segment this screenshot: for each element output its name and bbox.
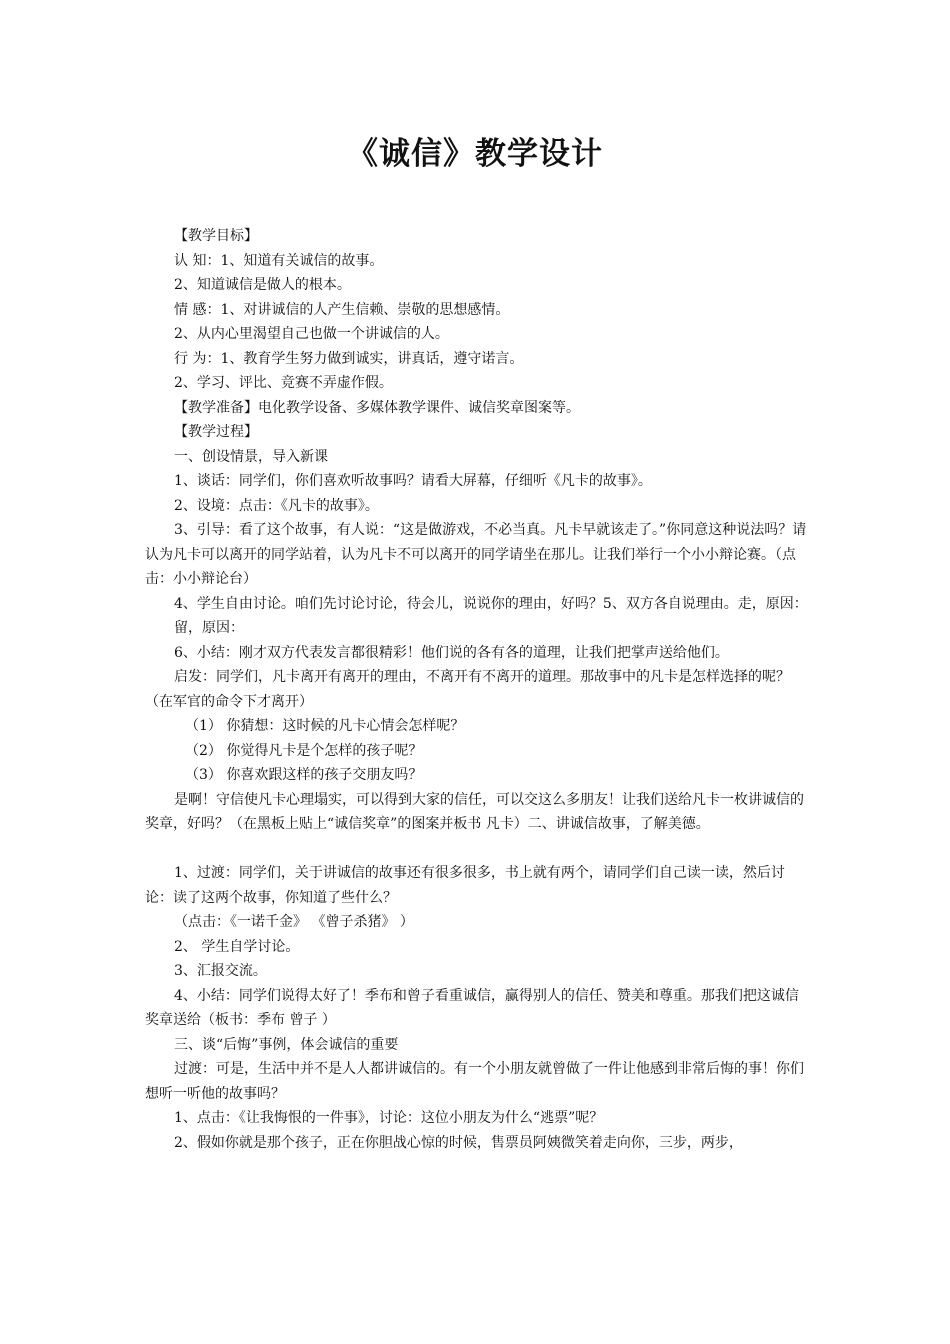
- paragraph: 6、小结：刚才双方代表发言都很精彩！他们说的各有各的道理，让我们把掌声送给他们。: [174, 644, 729, 661]
- list-item: （1） 你猜想：这时候的凡卡心情会怎样呢？: [185, 718, 465, 734]
- paragraph: 1、谈话：同学们，你们喜欢听故事吗？请看大屏幕，仔细听《凡卡的故事》。: [174, 473, 652, 489]
- document-body: [145, 224, 809, 1155]
- list-item: （3） 你喜欢跟这样的孩子交朋友吗？: [185, 767, 423, 783]
- section-heading: 【教学准备】电化教学设备、多媒体教学课件、诚信奖章图案等。: [174, 399, 580, 416]
- paragraph: 2、从内心里渴望自己也做一个讲诚信的人。: [174, 326, 449, 342]
- subsection-heading: 一、创设情景，导入新课: [174, 448, 328, 465]
- section-heading: 【教学目标】: [174, 228, 258, 244]
- paragraph: 2、 学生自学讨论。: [174, 938, 300, 955]
- paragraph: 2、假如你就是那个孩子，正在你胆战心惊的时候，售票员阿姨微笑着走向你，三步，两步，: [174, 1134, 743, 1151]
- paragraph: 是啊！守信使凡卡心理塌实，可以得到大家的信任，可以交这么多朋友！让我们送给凡卡一枚讲诚信的奖章，好吗？（在黑板上贴上“诚信奖章”的图案并板书 凡卡）二、讲诚信故事，了解美德。: [145, 791, 804, 832]
- paragraph: 情 感：1、对讲诚信的人产生信赖、崇敬的思想感情。: [174, 301, 510, 318]
- paragraph: 1、过渡：同学们，关于讲诚信的故事还有很多很多，书上就有两个，请同学们自己读一读，然后讨论：读了这两个故事，你知道了些什么？: [145, 865, 785, 906]
- paragraph: 3、汇报交流。: [174, 963, 267, 979]
- paragraph: 留，原因：: [174, 620, 244, 636]
- list-item: （2） 你觉得凡卡是个怎样的孩子呢？: [185, 742, 423, 759]
- paragraph: 4、学生自由讨论。咱们先讨论讨论，待会儿，说说你的理由，好吗？5、双方各自说理由。走，原因：: [174, 595, 808, 612]
- paragraph: 2、设境：点击：《凡卡的故事》。: [174, 497, 379, 514]
- paragraph: 3、引导：看了这个故事，有人说：“这是做游戏，不必当真。凡卡早就该走了。”你同意这种说法吗？请认为凡卡可以离开的同学站着，认为凡卡不可以离开的同学请坐在那儿。让我们举行一个小小辩论赛。（点击：小小辩论台）: [145, 522, 807, 587]
- paragraph: 行 为：1、教育学生努力做到诚实，讲真话，遵守诺言。: [174, 350, 524, 367]
- paragraph: 2、学习、评比、竞赛不弄虚作假。: [174, 375, 393, 391]
- subsection-heading: 三、谈“后悔”事例，体会诚信的重要: [174, 1036, 399, 1053]
- paragraph: 4、小结：同学们说得太好了！季布和曾子看重诚信，赢得别人的信任、赞美和尊重。那我们把这诚信奖章送给（板书：季布 曾子 ）: [145, 987, 799, 1028]
- section-heading: 【教学过程】: [174, 424, 258, 440]
- page-title: 《诚信》教学设计: [347, 136, 603, 172]
- paragraph: （点击：《一诺千金》 《曾子杀猪》 ）: [174, 914, 414, 930]
- paragraph: 启发：同学们，凡卡离开有离开的理由，不离开有不离开的道理。那故事中的凡卡是怎样选择的呢？（在军官的命令下才离开）: [145, 669, 790, 710]
- blank-line: [145, 837, 809, 862]
- paragraph: 1、点击：《让我悔恨的一件事》，讨论：这位小朋友为什么“逃票”呢？: [174, 1110, 604, 1126]
- paragraph: 认 知：1、知道有关诚信的故事。: [174, 252, 384, 269]
- paragraph: 2、知道诚信是做人的根本。: [174, 277, 351, 293]
- paragraph: 过渡：可是，生活中并不是人人都讲诚信的。有一个小朋友就曾做了一件让他感到非常后悔的事！你们想听一听他的故事吗？: [145, 1061, 804, 1102]
